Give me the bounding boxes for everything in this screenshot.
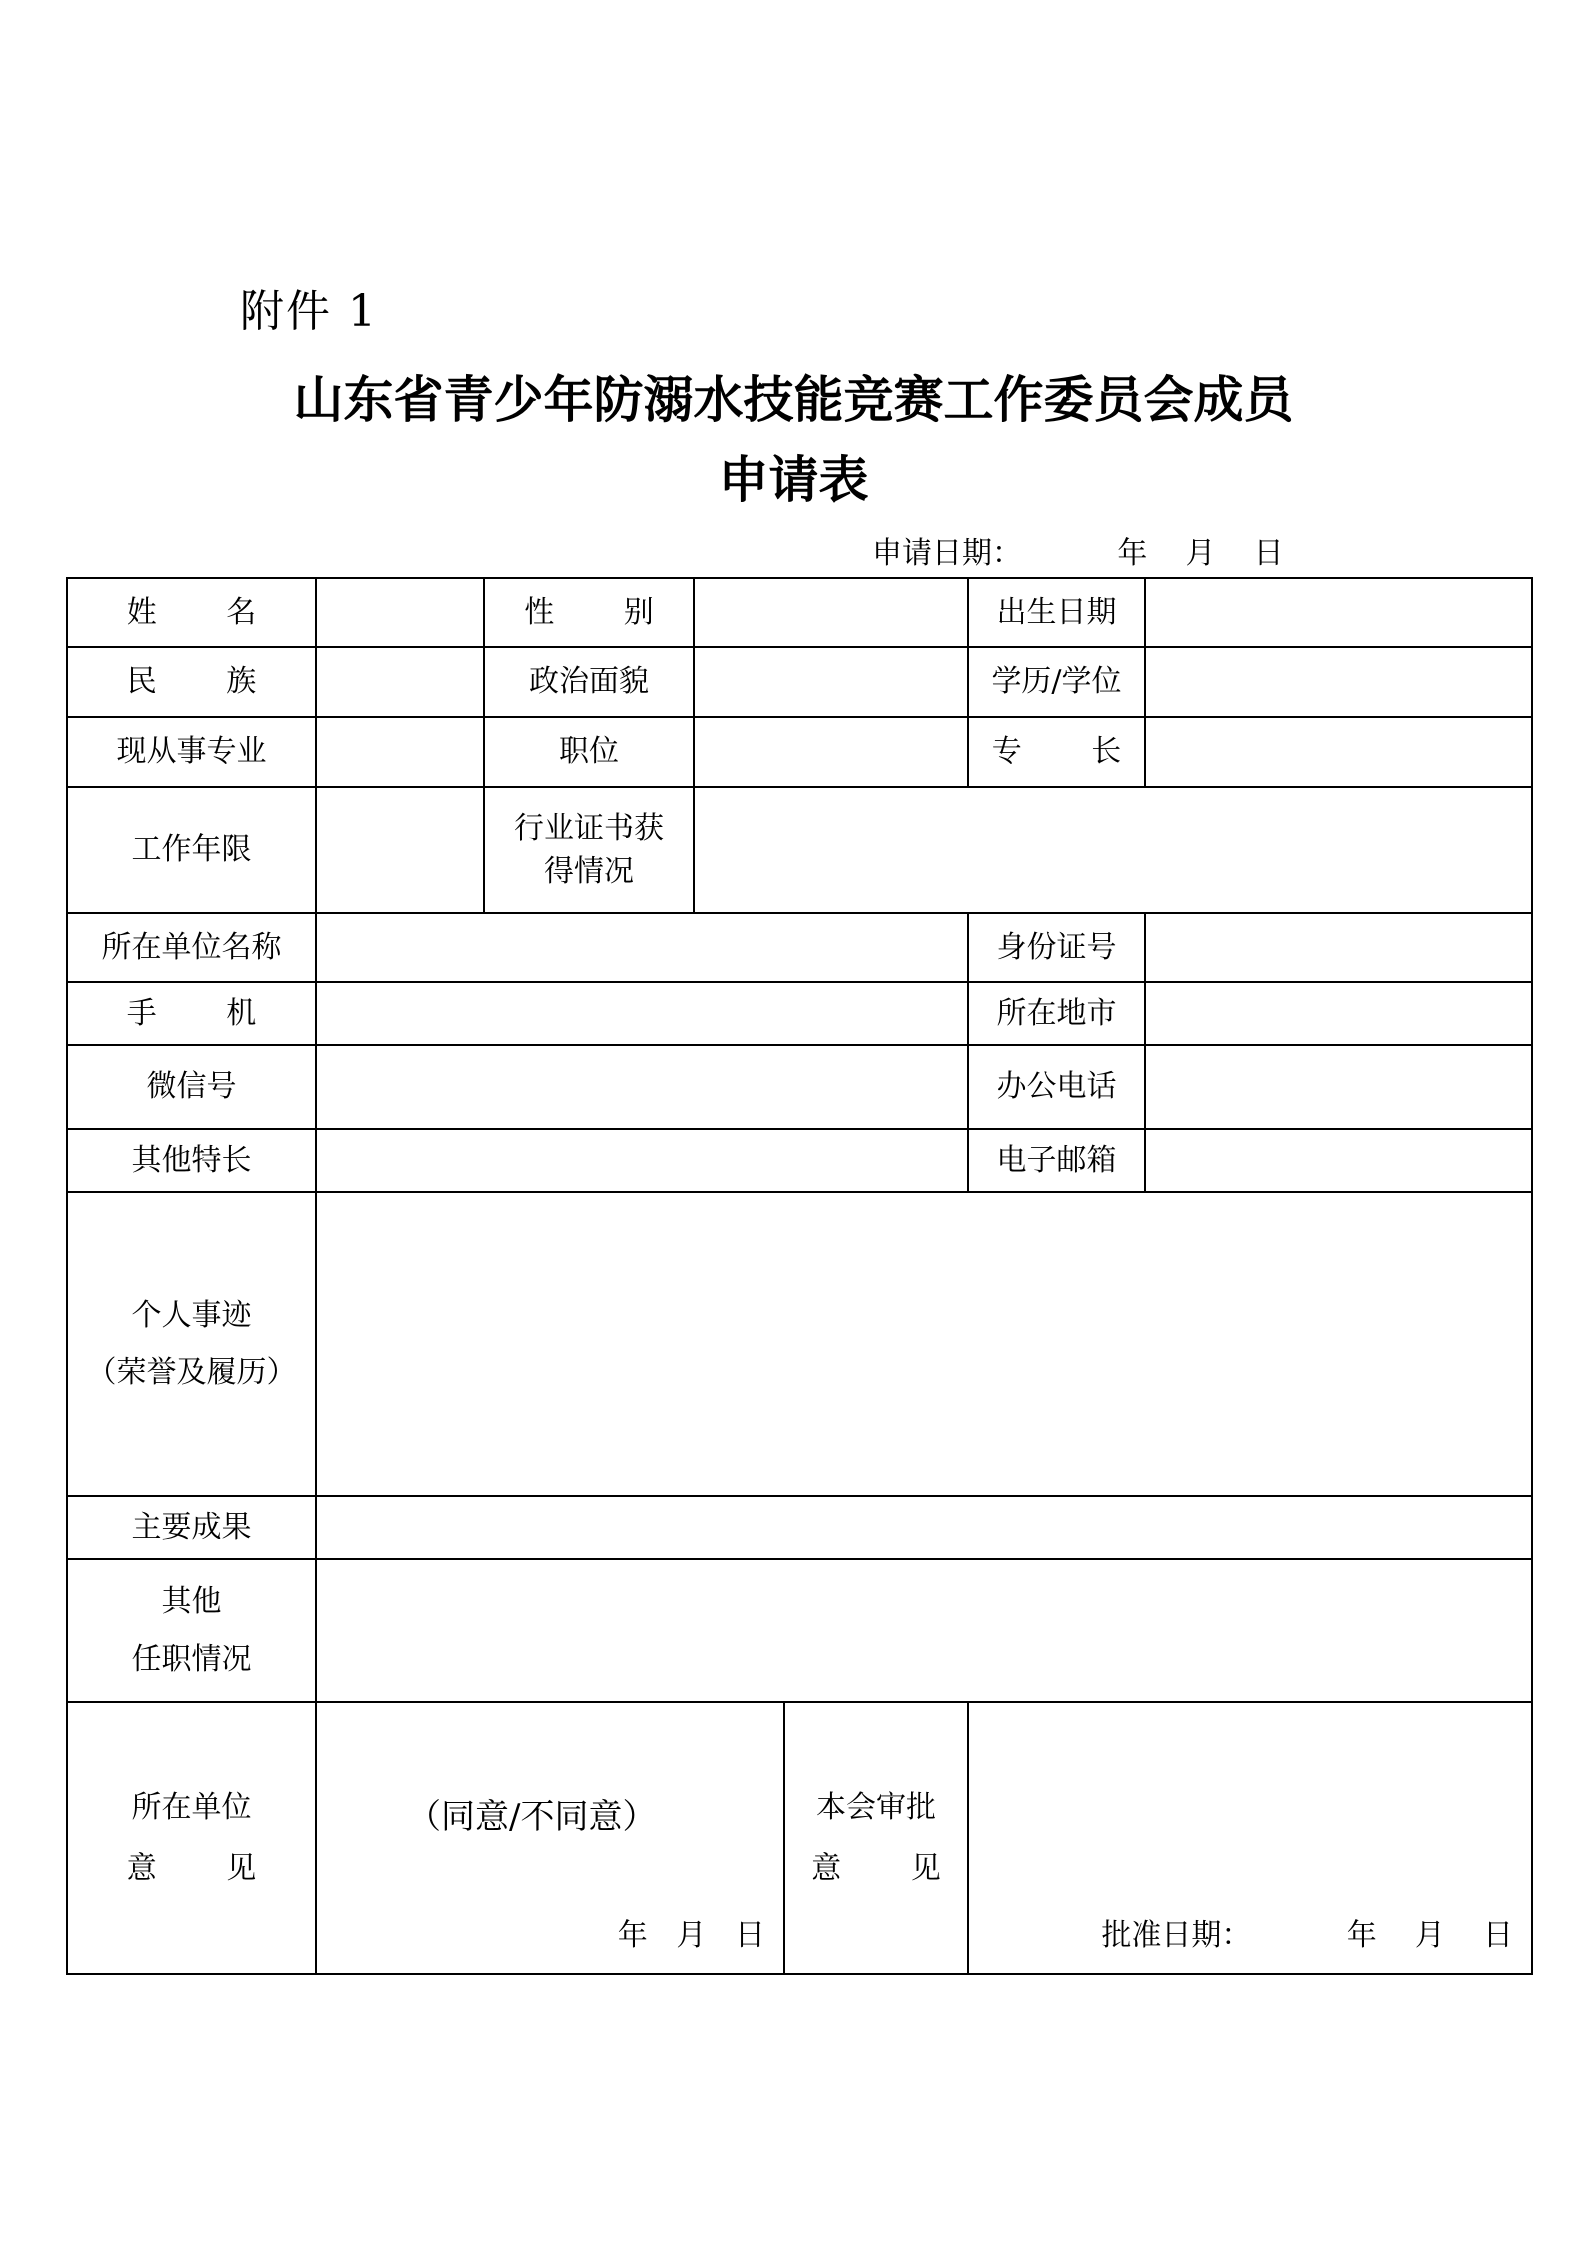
unit-opinion-area[interactable] bbox=[316, 1702, 784, 1974]
input-office-phone[interactable] bbox=[1145, 1045, 1532, 1129]
input-gender[interactable] bbox=[694, 578, 968, 647]
input-major[interactable] bbox=[316, 717, 484, 787]
input-achievements[interactable] bbox=[316, 1496, 1532, 1559]
label-city: 所在地市 bbox=[968, 982, 1145, 1045]
input-certificates[interactable] bbox=[694, 787, 1532, 913]
input-wechat[interactable] bbox=[316, 1045, 968, 1129]
input-specialty[interactable] bbox=[1145, 717, 1532, 787]
agree-option-text: （同意/不同意） bbox=[407, 1797, 657, 1837]
input-ethnicity[interactable] bbox=[316, 647, 484, 717]
form-subtitle: 申请表 bbox=[718, 450, 869, 509]
input-id-number[interactable] bbox=[1145, 913, 1532, 982]
label-unit-opinion: 所在单位 意 见 bbox=[67, 1702, 316, 1974]
input-personal-deeds[interactable] bbox=[316, 1192, 1532, 1496]
label-education: 学历/学位 bbox=[968, 647, 1145, 717]
label-id-number: 身份证号 bbox=[968, 913, 1145, 982]
apply-date: 申请日期： 年 月 日 bbox=[872, 536, 1284, 571]
label-work-years: 工作年限 bbox=[67, 787, 316, 913]
label-mobile: 手 机 bbox=[67, 982, 316, 1045]
input-mobile[interactable] bbox=[316, 982, 968, 1045]
label-major: 现从事专业 bbox=[67, 717, 316, 787]
approval-date: 批准日期： 年 月 日 bbox=[1101, 1917, 1513, 1953]
input-other-posts[interactable] bbox=[316, 1559, 1532, 1702]
label-birth-date: 出生日期 bbox=[968, 578, 1145, 647]
input-political-status[interactable] bbox=[694, 647, 968, 717]
label-name: 姓 名 bbox=[67, 578, 316, 647]
label-achievements: 主要成果 bbox=[67, 1496, 316, 1559]
input-city[interactable] bbox=[1145, 982, 1532, 1045]
label-office-phone: 办公电话 bbox=[968, 1045, 1145, 1129]
label-ethnicity: 民 族 bbox=[67, 647, 316, 717]
label-wechat: 微信号 bbox=[67, 1045, 316, 1129]
input-education[interactable] bbox=[1145, 647, 1532, 717]
label-email: 电子邮箱 bbox=[968, 1129, 1145, 1192]
label-employer: 所在单位名称 bbox=[67, 913, 316, 982]
input-employer[interactable] bbox=[316, 913, 968, 982]
application-form-table bbox=[66, 577, 1533, 1975]
label-specialty: 专 长 bbox=[968, 717, 1145, 787]
unit-opinion-date: 年 月 日 bbox=[617, 1917, 765, 1953]
label-committee-approval: 本会审批 意 见 bbox=[784, 1702, 968, 1974]
label-gender: 性 别 bbox=[484, 578, 694, 647]
label-certificates: 行业证书获 得情况 bbox=[484, 787, 694, 913]
input-name[interactable] bbox=[316, 578, 484, 647]
input-position[interactable] bbox=[694, 717, 968, 787]
label-other-posts: 其他 任职情况 bbox=[67, 1559, 316, 1702]
input-work-years[interactable] bbox=[316, 787, 484, 913]
committee-approval-area[interactable] bbox=[968, 1702, 1532, 1974]
input-birth-date[interactable] bbox=[1145, 578, 1532, 647]
input-email[interactable] bbox=[1145, 1129, 1532, 1192]
input-other-skills[interactable] bbox=[316, 1129, 968, 1192]
form-title: 山东省青少年防溺水技能竞赛工作委员会成员 bbox=[293, 370, 1294, 429]
label-position: 职位 bbox=[484, 717, 694, 787]
label-other-skills: 其他特长 bbox=[67, 1129, 316, 1192]
attachment-label: 附件 1 bbox=[240, 286, 378, 337]
label-personal-deeds: 个人事迹 （荣誉及履历） bbox=[67, 1192, 316, 1496]
label-political-status: 政治面貌 bbox=[484, 647, 694, 717]
